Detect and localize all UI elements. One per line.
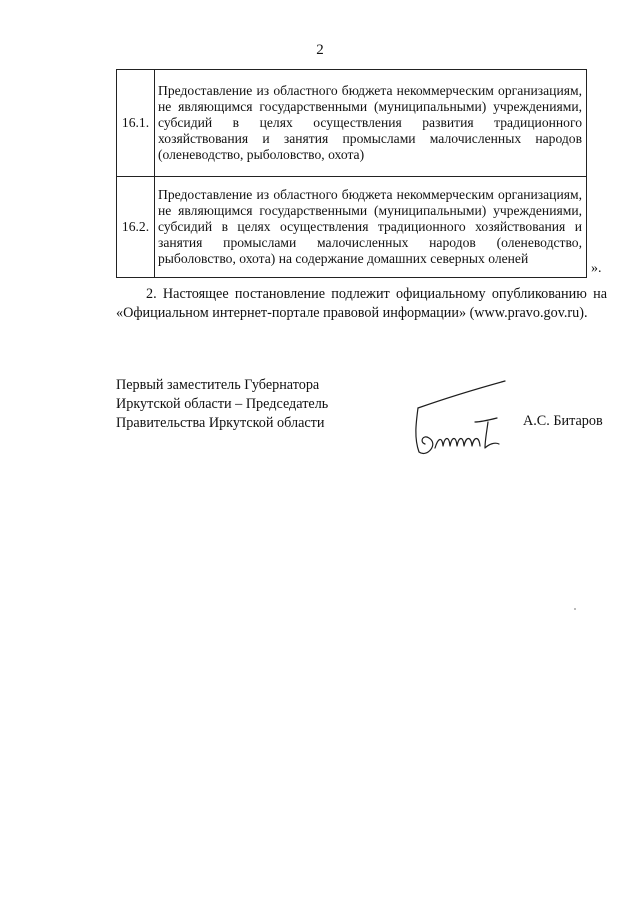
signer-name: А.С. Битаров (523, 413, 603, 429)
items-table (116, 69, 587, 278)
row-text: Предоставление из областного бюджета некоммерческим организациям, не являющимся государственными (муниципальными) учреждениями, субсидий в целях осуществления развития традиционного хозяйствования и занятия промыслами малочисленных народов (оленеводство, рыболовство, охота) (155, 70, 587, 177)
row-number: 16.2. (117, 177, 155, 278)
row-text: Предоставление из областного бюджета некоммерческим организациям, не являющимся государственными (муниципальными) учреждениями, субсидий в целях осуществления традиционного хозяйствования и занятия промыслами малочисленных народов (оленеводство, рыболовство, охота) на содержание домашних северных оленей (155, 177, 587, 278)
page-number: 2 (316, 42, 324, 58)
table-row (117, 177, 587, 278)
handwritten-signature (405, 378, 517, 456)
scan-dot (574, 608, 576, 610)
row-number: 16.1. (117, 70, 155, 177)
signer-title-line: Правительства Иркутской области (116, 415, 325, 431)
signer-title-line: Первый заместитель Губернатора (116, 377, 320, 393)
signer-title (116, 376, 328, 433)
publication-paragraph: 2. Настоящее постановление подлежит официальному опубликованию на «Официальном интернет-портале правовой информации» (www.pravo.gov.ru). (116, 286, 607, 321)
signer-title-line: Иркутской области – Председатель (116, 396, 329, 412)
table-row (117, 70, 587, 177)
closing-quote: ». (591, 261, 602, 276)
